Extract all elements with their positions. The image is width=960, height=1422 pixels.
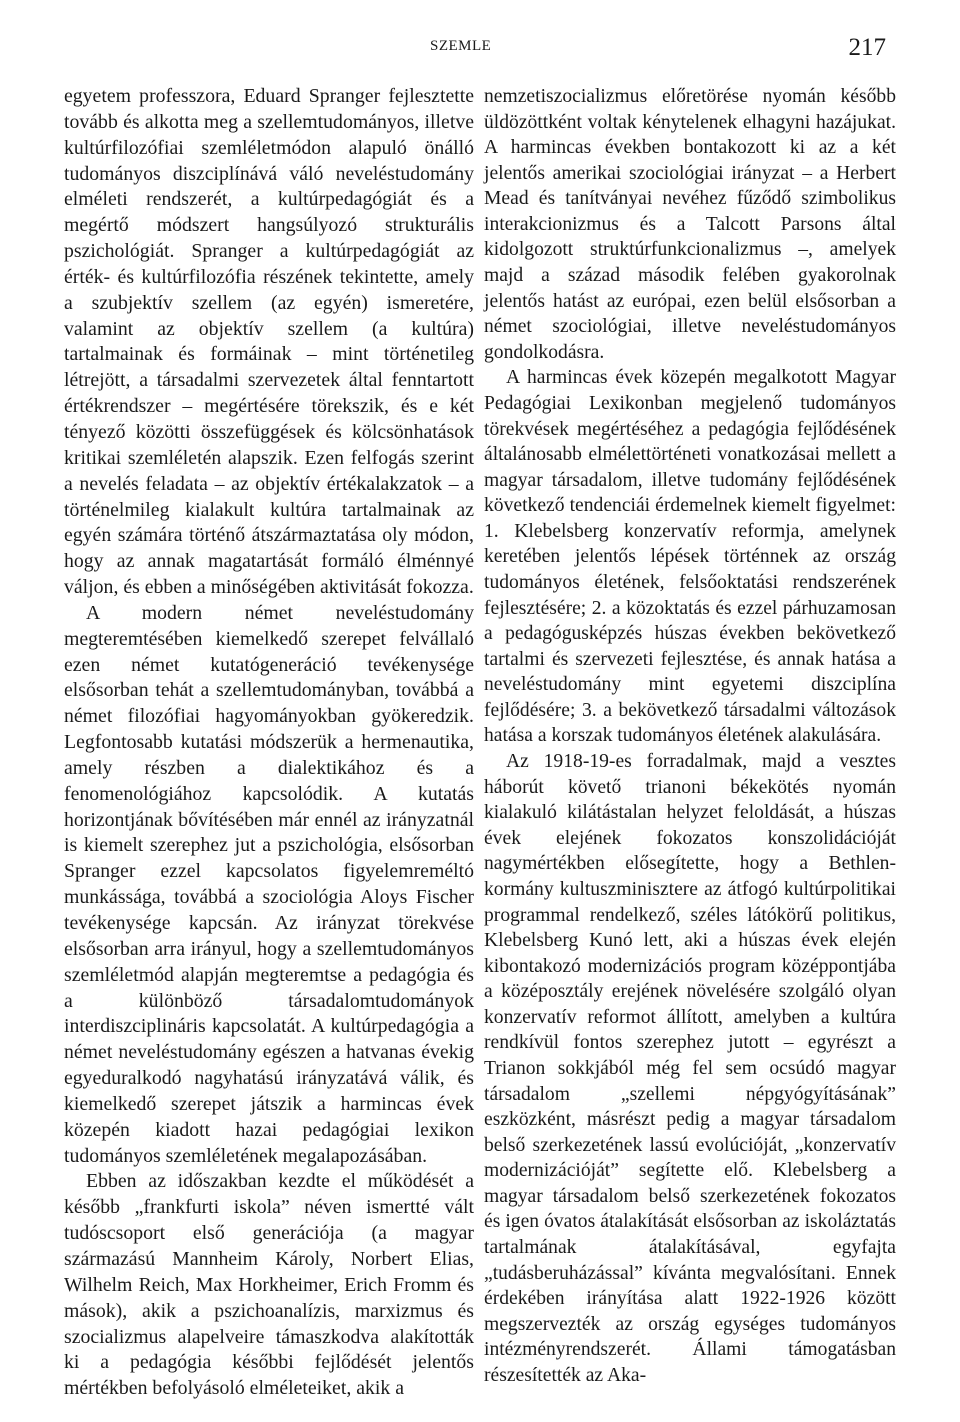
paragraph: Az 1918-19-es forradalmak, majd a vesztes háborút követő trianoni békekötés nyomán kialakuló kilátástalan helyzet feloldását, a húszas évek elejének fokozatos konszolidációját nagymértékben elősegítette, hogy a Bethlen-kormány kultuszminisztere az átfogó kultúrpolitikai programmal rendelkező, széles látókörű politikus, Klebelsberg Kunó lett, aki a húszas évek elején kibontakozó modernizációs program középpontjába a középosztály erejének növelésére szolgáló olyan konzervatív reformot állított, amelyben a kultúra rendkívül fontos szerephez jutott – egyrészt a Trianon sokkjából még fel sem ocsúdó magyar társadalom „szellemi népgyógyításának” eszközként, másrészt pedig a magyar társadalom belső szerkezetének lassú evolúcióját, „konzervatív modernizációját” segítette elő. Klebelsberg a magyar társadalom belső szerkezetének fokozatos és igen óvatos átalakítását elsősorban az iskoláztatás tartalmának átalakításával, egyfajta „tudásberuházással” kívánta megvalósítani. Ennek érdekében irányítása alatt 1922-1926 között megszervezték az ország egységes tudományos intézményrendszerét. Állami támogatásban részesítették az Aka- — [484, 751, 896, 1386]
paragraph: Ebben az időszakban kezdte el működését a később „frankfurti iskola” néven ismertté vált tudóscsoport első generációja (a magyar származású Mannheim Károly, Norbert Elias, Wilhelm Reich, Max Horkheimer, Erich Fromm és mások), akik a pszichoanalízis, marxizmus és szocializmus alapelveire támaszkodva alakították ki a pedagógia későbbi fejlődését jelentős mértékben befolyásoló elméleteiket, akik a — [64, 1170, 474, 1400]
paragraph: A harmincas évek közepén megalkotott Magyar Pedagógiai Lexikonban megjelenő tudományos törekvések megértéséhez a pedagógia fejlődésének általánosabb elmélettörténeti vonatkozásai mellett a magyar társadalom, illetve tudomány fejlődésének következő tendenciái érdemelnek kiemelt figyelmet: 1. Klebelsberg konzervatív reformja, amelynek keretében jelentős lépések történnek az ország tudományos életének, felsőoktatási rendszerének fejlesztésére; 2. a közoktatás és ezzel párhuzamosan a pedagógusképzés húszas években bekövetkező tartalmi és szervezeti fejlesztése, és annak hatása a neveléstudomány mint egyetemi diszciplína fejlődésére; 3. a bekövetkező társadalmi változások hatása a korszak tudományos életének alakulására. — [484, 367, 896, 747]
section-title: SZEMLE — [430, 38, 492, 54]
paragraph: egyetem professzora, Eduard Spranger fejlesztette tovább és alkotta meg a szellemtudományos, illetve kultúrfilozófiai szemléletmódon alapuló önálló tudományos diszciplínává váló neveléstudomány elméleti rendszerét, a kultúrpedagógiát és a megértő módszert hangsúlyozó strukturális pszichológiát. Spranger a kultúrpedagógiát az érték- és kultúrfilozófia részének tekintette, amely a szubjektív szellem (az egyén) ismeretére, valamint az objektív szellem (a kultúra) tartalmainak és formáinak – mint történetileg létrejött, a társadalmi szervezetek által fenntartott értékrendszer – megértésére törekszik, és e két tényező közötti összefüggések és kölcsönhatások kritikai szemléletén alapszik. Ezen felfogás szerint a nevelés feladata – az objektív értékalakzatok – a történelmileg kialakult kultúra tartalmainak az egyén számára történő átszármaztatása oly módon, hogy az annak magatartását formáló élménnyé váljon, és ebben a minőségében aktivitását fokozza. — [64, 85, 474, 599]
right-column — [484, 84, 896, 1388]
left-column — [64, 84, 474, 1402]
paragraph: A modern német neveléstudomány megteremtésében kiemelkedő szerepet felvállaló ezen német kutatógeneráció tevékenysége elsősorban tehát a szellemtudományban, továbbá a német filozófiai hagyományokban gyökeredzik. Legfontosabb kutatási módszerük a hermenautika, amely részben a dialektikához és a fenomenológiához kapcsolódik. A kutatás horizontjának bővítésében már ennél az irányzatnál is kiemelt szerephez jut a pszichológia, elsősorban Spranger ezzel kapcsolatos figyelemreméltó munkássága, továbbá a szociológia Aloys Fischer tevékenysége kapcsán. Az irányzat törekvése elsősorban arra irányul, hogy a szellemtudományos szemléletmód alapján megteremtse a pedagógia és a különböző társadalomtudományok interdiszciplináris kapcsolatát. A kultúrpedagógia a német neveléstudomány egészen a hatvanas évekig egyeduralkodó nagyhatású irányzatává válik, és kiemelkedő szerepet játszik a harmincas évek közepén kiadott hazai pedagógiai lexikon tudományos szemléletének megalapozásában. — [64, 601, 474, 1167]
paragraph: nemzetiszocializmus előretörése nyomán később üldözöttként voltak kénytelenek elhagyni hazájukat. A harmincas években bontakozott ki az a két jelentős amerikai szociológiai irányzat – a Herbert Mead és tanítványai nevéhez fűződő szimbolikus interakcionizmus és a Talcott Parsons által kidolgozott struktúrfunkcionalizmus –, amelyek majd a század második felében gyakorolnak jelentős hatást az európai, ezen belül elsősorban a német szociológiai, illetve neveléstudományos gondolkodásra. — [484, 86, 896, 363]
page-number: 217 — [848, 34, 886, 61]
running-head — [0, 34, 960, 64]
